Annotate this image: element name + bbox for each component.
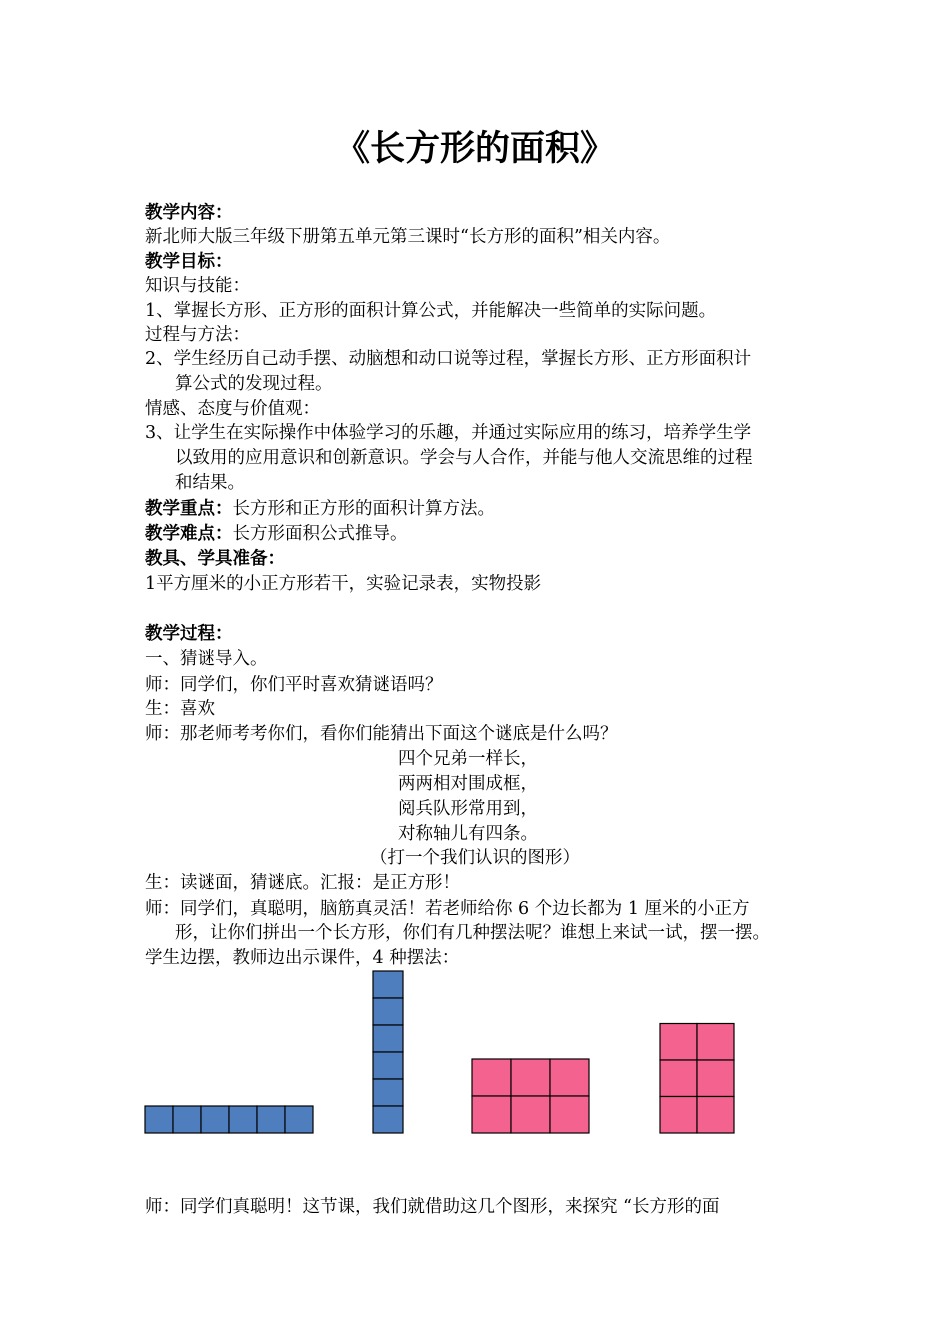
demo-line: 学生边摆，教师边出示课件，4 种摆法： [145,948,460,968]
unit-square [511,1059,550,1096]
unit-square [373,1052,403,1079]
unit-square [697,1097,734,1134]
unit-square [373,971,403,998]
difficulty-label: 教学难点： [145,524,233,544]
unit-square [373,998,403,1025]
difficulty-text: 长方形面积公式推导。 [232,524,408,544]
unit-square [173,1106,201,1133]
tools-text: 1平方厘米的小正方形若干，实验记录表，实物投影 [145,574,542,594]
unit-square [201,1106,229,1133]
riddle-line-3: 阅兵队形常用到， [398,799,538,819]
teacher-line-2: 师：那老师考考你们，看你们能猜出下面这个谜底是什么吗？ [145,724,618,744]
arrangement-1x6 [145,1106,313,1133]
unit-square [257,1106,285,1133]
unit-square [511,1096,550,1133]
unit-square [373,1025,403,1052]
riddle-line-1: 四个兄弟一样长， [398,749,538,769]
unit-square [229,1106,257,1133]
unit-square [145,1106,173,1133]
goals-heading: 教学目标： [145,252,233,272]
teacher-line-3b: 形，让你们拼出一个长方形，你们有几种摆法呢？谁想上来试一试，摆一摆。 [175,923,770,943]
unit-square [660,1060,697,1097]
process-heading: 教学过程： [145,624,233,644]
knowledge-label: 知识与技能： [145,276,250,296]
knowledge-item: 1、掌握长方形、正方形的面积计算公式，并能解决一些简单的实际问题。 [145,301,717,321]
unit-square [697,1024,734,1061]
student-line-2: 生：读谜面，猜谜底。汇报：是正方形！ [145,873,460,893]
key-point-label: 教学重点： [145,499,233,519]
arrangement-2x3 [660,1024,734,1134]
teacher-line-1: 师：同学们，你们平时喜欢猜谜语吗？ [145,675,443,695]
content-heading: 教学内容： [145,203,233,223]
process-label: 过程与方法： [145,325,250,345]
page-title: 《长方形的面积》 [334,129,615,169]
unit-square [472,1059,511,1096]
riddle-line-2: 两两相对围成框， [398,774,538,794]
unit-square [472,1096,511,1133]
unit-square [550,1059,589,1096]
emotion-item-line1: 3、让学生在实际操作中体验学习的乐趣，并通过实际应用的练习，培养学生学 [145,423,752,443]
emotion-item-line3: 和结果。 [175,473,245,493]
arrangement-3x2 [472,1059,589,1133]
unit-square [285,1106,313,1133]
arrangement-6x1 [373,971,403,1133]
unit-square [660,1097,697,1134]
step-1: 一、猜谜导入。 [145,649,268,669]
unit-square [697,1060,734,1097]
unit-square [373,1079,403,1106]
unit-square [550,1096,589,1133]
process-item-line1: 2、学生经历自己动手摆、动脑想和动口说等过程，掌握长方形、正方形面积计 [145,349,752,369]
teacher-line-3a: 师：同学们，真聪明，脑筋真灵活！若老师给你 6 个边长都为 1 厘米的小正方 [145,899,750,919]
emotion-item-line2: 以致用的应用意识和创新意识。学会与人合作，并能与他人交流思维的过程 [175,448,753,468]
teacher-line-4: 师：同学们真聪明！这节课，我们就借助这几个图形，来探究 “长方形的面 [145,1197,720,1217]
emotion-label: 情感、态度与价值观： [145,399,320,419]
unit-square [373,1106,403,1133]
tools-heading: 教具、学具准备： [145,549,285,569]
riddle-hint: （打一个我们认识的图形） [370,848,580,868]
unit-square [660,1024,697,1061]
student-line-1: 生：喜欢 [145,699,215,719]
process-item-line2: 算公式的发现过程。 [175,374,333,394]
key-point-text: 长方形和正方形的面积计算方法。 [232,499,495,519]
content-text: 新北师大版三年级下册第五单元第三课时“长方形的面积”相关内容。 [145,227,671,247]
riddle-line-4: 对称轴儿有四条。 [398,824,538,844]
